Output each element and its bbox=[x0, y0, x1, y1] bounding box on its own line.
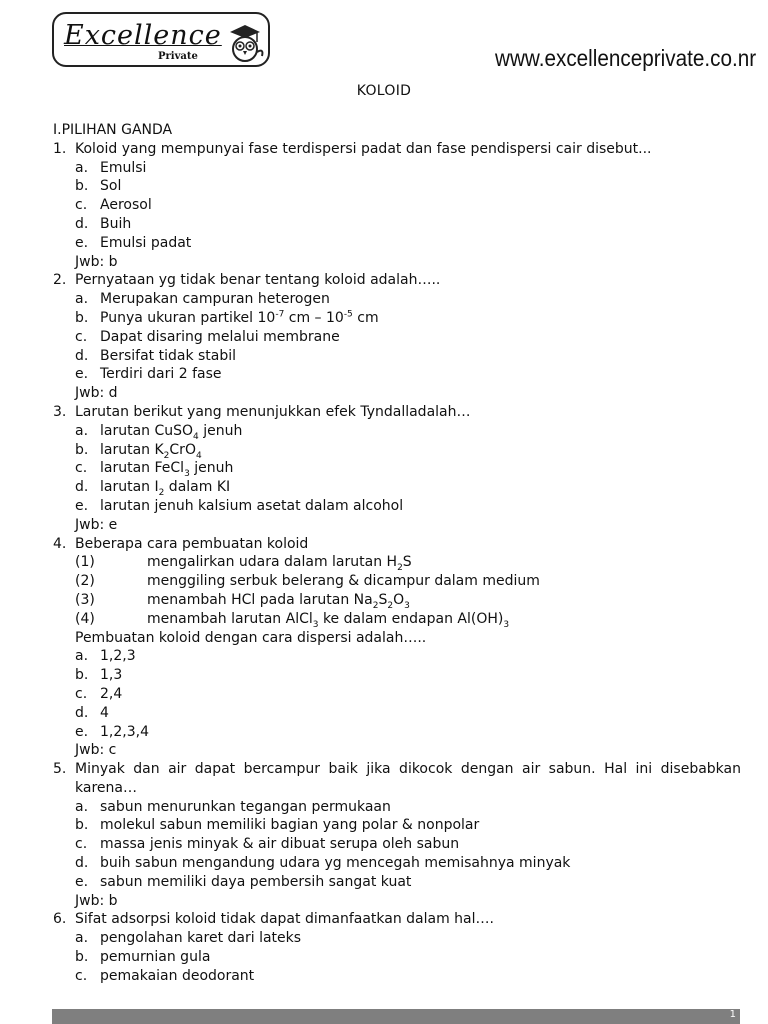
option-item: c. massa jenis minyak & air dibuat serupa oleh sabun bbox=[75, 836, 460, 853]
question-1 bbox=[53, 140, 741, 159]
option-item: b. Sol bbox=[75, 178, 122, 195]
logo bbox=[52, 12, 270, 67]
method-item: (2) menggiling serbuk belerang & dicampur dalam medium bbox=[75, 573, 540, 590]
method-item: (1) mengalirkan udara dalam larutan $H_2S$ bbox=[75, 554, 412, 574]
option-item: a. sabun menurunkan tegangan permukaan bbox=[75, 798, 391, 815]
option-item: c. larutan FeCl$_3$ jenuh bbox=[75, 460, 234, 480]
question-stem: Pembuatan koloid dengan cara dispersi adalah….. bbox=[75, 629, 427, 646]
option-item: a. larutan CuSO$_4$ jenuh bbox=[75, 422, 243, 442]
option-item: b. pemurnian gula bbox=[75, 949, 211, 966]
question-number: 5. bbox=[53, 761, 67, 778]
option-item: d. Bersifat tidak stabil bbox=[75, 347, 237, 364]
method-item: (4) menambah larutan AlCl$_3$ ke dalam endapan $Al(OH)_3$ bbox=[75, 610, 510, 630]
question-list bbox=[53, 121, 741, 986]
option-item: b. larutan $K_2CrO_4$ bbox=[75, 441, 202, 461]
question-text: Pernyataan yg tidak benar tentang koloid adalah….. bbox=[75, 272, 441, 289]
option-item: e. Emulsi padat bbox=[75, 234, 192, 251]
option-item: e. larutan jenuh kalsium asetat dalam alcohol bbox=[75, 497, 404, 514]
question-2 bbox=[53, 271, 741, 290]
option-item: c. pemakaian deodorant bbox=[75, 967, 255, 984]
question-number: 3. bbox=[53, 403, 67, 420]
option-item: a. pengolahan karet dari lateks bbox=[75, 930, 302, 947]
option-item: b. Punya ukuran partikel $10^{-7}$ cm – $10^{-5}$ cm bbox=[75, 309, 379, 326]
option-item: e. Terdiri dari 2 fase bbox=[75, 366, 222, 383]
option-item: d. larutan $I_2$ dalam KI bbox=[75, 479, 231, 498]
question-text: Koloid yang mempunyai fase terdispersi padat dan fase pendispersi cair disebut... bbox=[75, 140, 652, 157]
question-text: Sifat adsorpsi koloid tidak dapat dimanfaatkan dalam hal…. bbox=[75, 911, 494, 928]
site-url[interactable]: www.excellenceprivate.co.nr bbox=[495, 45, 757, 71]
option-item: a. Merupakan campuran heterogen bbox=[75, 291, 330, 308]
option-item: a. 1,2,3 bbox=[75, 648, 136, 665]
answer-key: Jwb: c bbox=[75, 742, 117, 759]
page-number: 1 bbox=[729, 1009, 736, 1020]
owl-graduate-icon bbox=[224, 22, 266, 64]
question-4 bbox=[53, 535, 741, 554]
answer-key: Jwb: b bbox=[75, 892, 118, 909]
option-item: d. 4 bbox=[75, 704, 109, 721]
answer-key: Jwb: e bbox=[75, 516, 118, 533]
question-number: 2. bbox=[53, 272, 67, 289]
question-5 bbox=[53, 760, 741, 798]
question-number: 4. bbox=[53, 535, 67, 552]
footer-bar bbox=[52, 1009, 740, 1024]
answer-key: Jwb: b bbox=[75, 253, 118, 270]
document-title: KOLOID bbox=[356, 83, 412, 99]
option-item: e. sabun memiliki daya pembersih sangat kuat bbox=[75, 873, 412, 890]
option-item: c. 2,4 bbox=[75, 685, 123, 702]
option-item: c. Dapat disaring melalui membrane bbox=[75, 328, 340, 345]
method-item: (3) menambah HCl pada larutan $Na_2S_2O_3$ bbox=[75, 591, 410, 611]
option-item: b. 1,3 bbox=[75, 667, 123, 684]
option-item: c. Aerosol bbox=[75, 197, 152, 214]
question-text: Minyak dan air dapat bercampur baik jika dikocok dengan air sabun. Hal ini disebabkan karena… bbox=[75, 761, 741, 796]
logo-script-text: Excellence bbox=[64, 20, 222, 51]
option-item: a. Emulsi bbox=[75, 159, 147, 176]
question-text: Larutan berikut yang menunjukkan efek Tyndalladalah… bbox=[75, 403, 471, 420]
option-item: b. molekul sabun memiliki bagian yang polar & nonpolar bbox=[75, 817, 480, 834]
question-6 bbox=[53, 910, 741, 929]
question-text: Beberapa cara pembuatan koloid bbox=[75, 535, 309, 552]
question-number: 1. bbox=[53, 140, 67, 157]
option-item: d. Buih bbox=[75, 215, 132, 232]
logo-sub-text: Private bbox=[158, 51, 198, 62]
option-item: e. 1,2,3,4 bbox=[75, 723, 149, 740]
answer-key: Jwb: d bbox=[75, 385, 118, 402]
section-heading: I.PILIHAN GANDA bbox=[53, 122, 173, 138]
question-number: 6. bbox=[53, 911, 67, 928]
question-3 bbox=[53, 403, 741, 422]
option-item: d. buih sabun mengandung udara yg mencegah memisahnya minyak bbox=[75, 855, 571, 872]
